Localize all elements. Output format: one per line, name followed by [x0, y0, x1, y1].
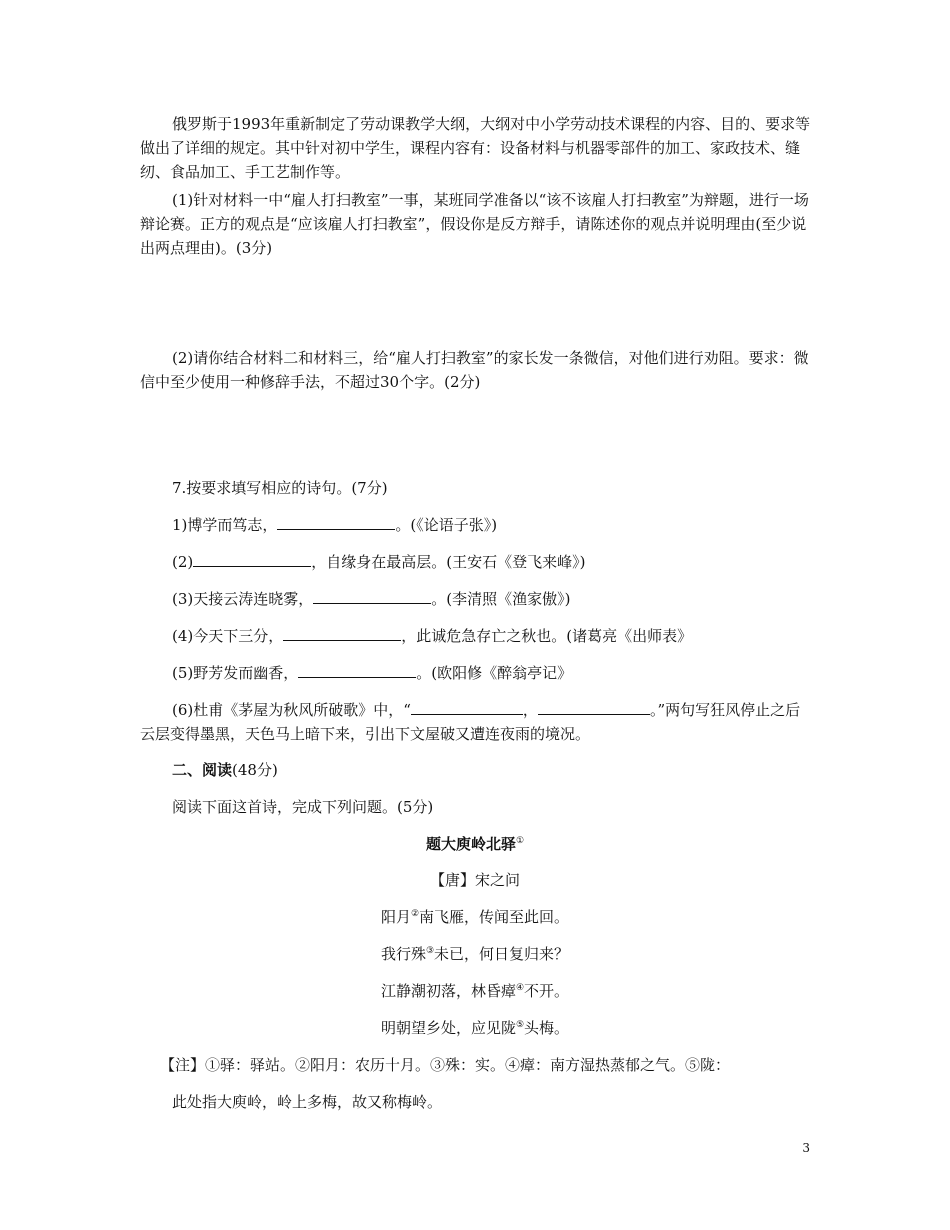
- poem-line: 江静潮初落，林昏瘴④不开。: [380, 982, 570, 1000]
- fill-item-3: (3)天接云涛连晓雾， 。(李清照《渔家傲》): [172, 590, 571, 608]
- answer-blank[interactable]: [298, 664, 416, 678]
- poem-notes-line-1: 【注】①驿：驿站。②阳月：农历十月。③殊：实。④瘴：南方湿热蒸郁之气。⑤陇：: [160, 1056, 731, 1074]
- poem-title: 题大庾岭北驿①: [425, 835, 525, 853]
- answer-blank[interactable]: [193, 553, 311, 567]
- question-2: (2)请你结合材料二和材料三，给“雇人打扫教室”的家长发一条微信，对他们进行劝阻。要求：微信中至少使用一种修辞手法，不超过30个字。(2分): [140, 349, 809, 391]
- answer-blank[interactable]: [411, 701, 523, 715]
- fill-item-4: (4)今天下三分， ，此诚危急存亡之秋也。(诸葛亮《出师表》: [172, 627, 693, 645]
- fill-item-5: (5)野芳发而幽香， 。(欧阳修《醉翁亭记》: [172, 664, 573, 682]
- poem-line: 阳月②南飞雁，传闻至此回。: [380, 908, 570, 926]
- material-paragraph: 俄罗斯于1993年重新制定了劳动课教学大纲，大纲对中小学劳动技术课程的内容、目的、要求等做出了详细的规定。其中针对初中学生，课程内容有：设备材料与机器零部件的加工、家政技术、缝纫、食品加工、手工艺制作等。: [140, 115, 811, 181]
- question-1: (1)针对材料一中“雇人打扫教室”一事，某班同学准备以“该不该雇人打扫教室”为辩题，进行一场辩论赛。正方的观点是“应该雇人打扫教室”，假设你是反方辩手，请陈述你的观点并说明理由(至少说出两点理由)。(3分): [140, 191, 809, 257]
- answer-blank[interactable]: [283, 627, 401, 641]
- reading-intro: 阅读下面这首诗，完成下列问题。(5分): [172, 798, 434, 816]
- poem-line: 明朝望乡处，应见陇⑤头梅。: [380, 1019, 570, 1037]
- fill-item-6: (6)杜甫《茅屋为秋风所破歌》中，“ ， 。”两句写狂风停止之后云层变得墨黑，天色马上暗下来，引出下文屋破又遭连夜雨的境况。: [140, 701, 801, 743]
- fill-item-1: 1)博学而笃志， 。(《论语子张》): [172, 516, 498, 534]
- answer-blank[interactable]: [277, 516, 395, 530]
- fill-item-2: (2) ，自缘身在最高层。(王安石《登飞来峰》): [172, 553, 586, 571]
- question-7-heading: 7.按要求填写相应的诗句。(7分): [172, 479, 388, 497]
- poem-author: 【唐】宋之问: [429, 871, 520, 889]
- poem-notes-line-2: 此处指大庾岭，岭上多梅，故又称梅岭。: [172, 1093, 443, 1111]
- page-number: 3: [802, 1141, 810, 1155]
- section-2-heading: 二、阅读(48分): [172, 761, 278, 779]
- answer-blank[interactable]: [313, 590, 431, 604]
- answer-blank[interactable]: [538, 701, 650, 715]
- poem-line: 我行殊③未已，何日复归来？: [380, 945, 570, 963]
